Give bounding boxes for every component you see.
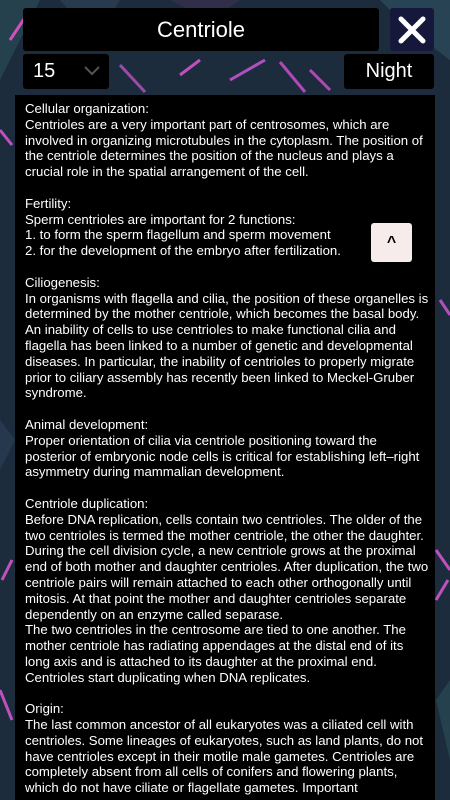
section-paragraph: Proper orientation of cilia via centriole positioning toward the posterior of embryonic node cells is critical for establishing left–right asymmetry during mammalian development. xyxy=(25,432,420,480)
section-centriole-duplication xyxy=(25,496,429,686)
section-origin xyxy=(25,701,429,796)
section-paragraph: The two centrioles in the centrosome are tied to one another. The mother centriole has radiating appendages at the distal end of its long axis and is attached to its daughter at the proximal end. Centrioles start duplicating when DNA replicates. xyxy=(25,622,406,685)
section-paragraph: In organisms with flagella and cilia, the position of these organelles is determined by the mother centriole, which becomes the basal body. An inability of cells to use centrioles to make functional cilia and flagella has been linked to a number of genetic and developmental diseases. In particular, the inability of centrioles to properly migrate prior to ciliary assembly has recently been linked to Meckel-Gruber syndrome. xyxy=(25,290,429,401)
section-animal-development xyxy=(25,417,429,480)
section-heading: Cellular organization: xyxy=(25,101,149,116)
night-mode-button[interactable] xyxy=(344,54,434,89)
close-button[interactable] xyxy=(390,8,434,51)
article-body xyxy=(15,95,435,796)
section-fertility xyxy=(25,196,429,259)
section-paragraph: 1. to form the sperm flagellum and sperm movement xyxy=(25,227,331,243)
night-mode-label: Night xyxy=(365,60,413,82)
font-size-value: 15 xyxy=(33,60,56,82)
section-heading: Centriole duplication: xyxy=(25,495,149,511)
article-content[interactable] xyxy=(15,95,435,800)
section-heading: Ciliogenesis: xyxy=(25,274,100,290)
close-icon xyxy=(397,15,427,45)
section-heading: Origin: xyxy=(25,701,64,717)
section-paragraph: 2. for the development of the embryo after fertilization. xyxy=(25,243,341,259)
page-title-text: Centriole xyxy=(156,16,246,42)
section-ciliogenesis xyxy=(25,275,429,401)
section-paragraph: The last common ancestor of all eukaryotes was a ciliated cell with centrioles. Some lineages of eukaryotes, such as land plants, do not have centrioles except in their motile male gametes. Centrioles are completely absent from all cells of conifers and flowering plants, which do not have ciliate or flagellate gametes. Important xyxy=(25,717,424,796)
font-size-select[interactable] xyxy=(23,54,109,89)
caret-up-icon: ^ xyxy=(386,233,397,251)
section-paragraph: Centrioles are a very important part of centrosomes, which are involved in organizing microtubules in the cytoplasm. The position of the centriole determines the position of the nucleus and plays a crucial role in the spatial arrangement of the cell. xyxy=(25,116,423,180)
section-paragraph: Sperm centrioles are important for 2 functions: xyxy=(25,211,296,227)
section-paragraph: Before DNA replication, cells contain two centrioles. The older of the two centrioles is termed the mother centriole, the other the daughter. During the cell division cycle, a new centriole grows at the proximal end of both mother and daughter centrioles. After duplication, the two centriole pairs will remain attached to each other orthogonally until mitosis. At that point the mother and daughter centrioles separate dependently on an enzyme called separase. xyxy=(25,511,429,622)
chevron-down-icon xyxy=(83,64,101,78)
page-title xyxy=(23,8,379,51)
section-cellular-organization xyxy=(25,101,429,180)
section-heading: Animal development: xyxy=(25,416,149,432)
section-heading: Fertility: xyxy=(25,195,72,211)
scroll-to-top-button[interactable] xyxy=(371,223,412,262)
